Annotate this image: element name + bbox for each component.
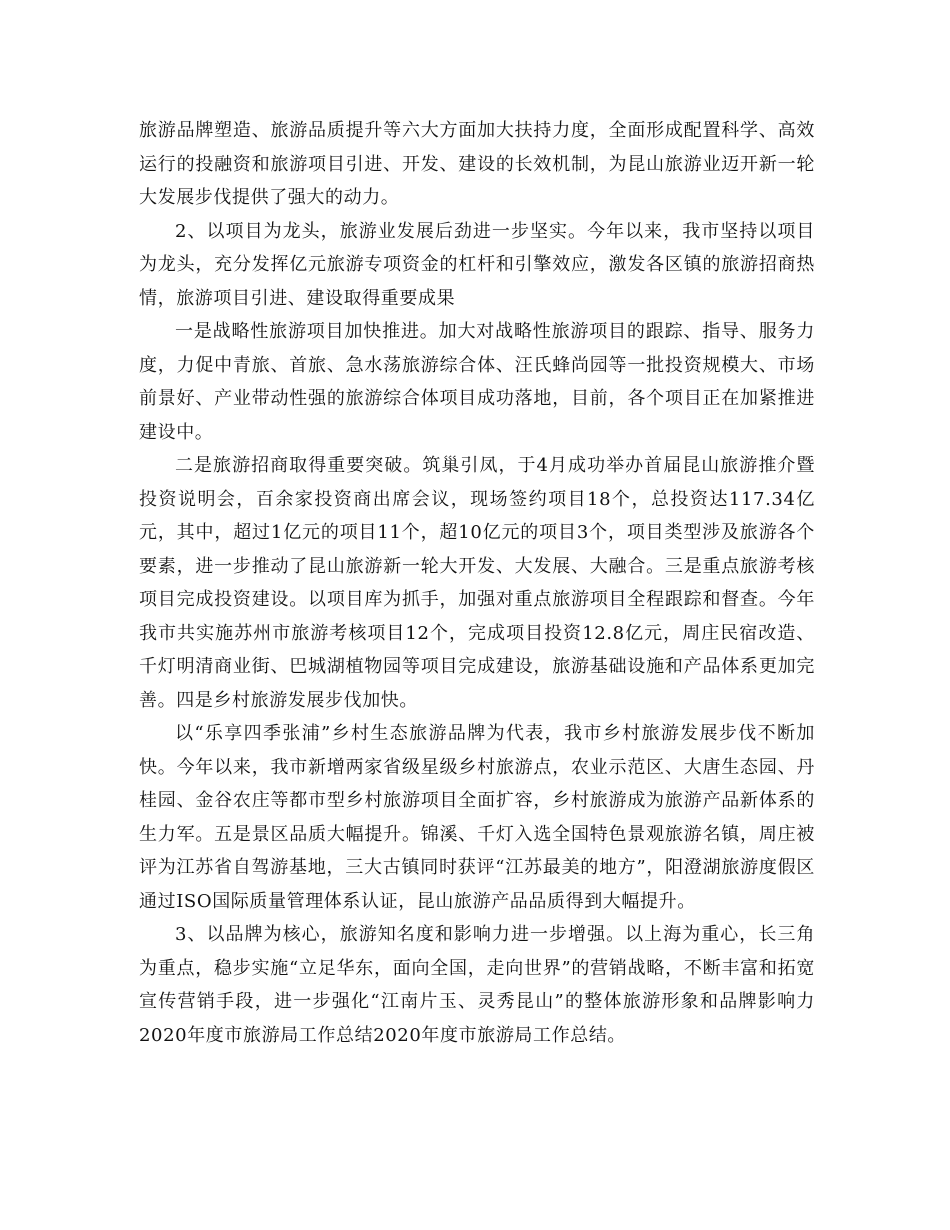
paragraph-project-leader: 2、以项目为龙头，旅游业发展后劲进一步坚实。今年以来，我市坚持以项目为龙头，充分发挥亿元旅游专项资金的杠杆和引擎效应，激发各区镇的旅游招商热情，旅游项目引进、建设取得重要成果 [139, 220, 815, 309]
document-body [139, 114, 815, 1052]
paragraph-rural-tourism: 以“乐享四季张浦”乡村生态旅游品牌为代表，我市乡村旅游发展步伐不断加快。今年以来，我市新增两家省级星级乡村旅游点，农业示范区、大唐生态园、丹桂园、金谷农庄等都市型乡村旅游项目全面扩容，乡村旅游成为旅游产品新体系的生力军。五是景区品质大幅提升。锦溪、千灯入选全国特色景观旅游名镇，周庄被评为江苏省自驾游基地，三大古镇同时获评“江苏最美的地方”，阳澄湖旅游度假区通过ISO国际质量管理体系认证，昆山旅游产品品质得到大幅提升。 [139, 723, 815, 912]
paragraph-strategic-projects: 一是战略性旅游项目加快推进。加大对战略性旅游项目的跟踪、指导、服务力度，力促中青旅、首旅、急水荡旅游综合体、汪氏蜂尚园等一批投资规模大、市场前景好、产业带动性强的旅游综合体项目成功落地，目前，各个项目正在加紧推进建设中。 [139, 321, 815, 443]
paragraph-investment-breakthrough: 二是旅游招商取得重要突破。筑巢引凤，于4月成功举办首届昆山旅游推介暨投资说明会，百余家投资商出席会议，现场签约项目18个，总投资达117.34亿元，其中，超过1亿元的项目11个，超10亿元的项目3个，项目类型涉及旅游各个要素，进一步推动了昆山旅游新一轮大开发、大发展、大融合。三是重点旅游考核项目完成投资建设。以项目库为抓手，加强对重点旅游项目全程跟踪和督查。今年我市共实施苏州市旅游考核项目12个，完成项目投资12.8亿元，周庄民宿改造、千灯明清商业街、巴城湖植物园等项目完成建设，旅游基础设施和产品体系更加完善。四是乡村旅游发展步伐加快。 [139, 455, 815, 711]
paragraph-brand-core: 3、以品牌为核心，旅游知名度和影响力进一步增强。以上海为重心，长三角为重点，稳步实施“立足华东，面向全国，走向世界”的营销战略，不断丰富和拓宽宣传营销手段，进一步强化“江南片玉、灵秀昆山”的整体旅游形象和品牌影响力2020年度市旅游局工作总结2020年度市旅游局工作总结。 [139, 924, 815, 1046]
paragraph-continuation: 旅游品牌塑造、旅游品质提升等六大方面加大扶持力度，全面形成配置科学、高效运行的投融资和旅游项目引进、开发、建设的长效机制，为昆山旅游业迈开新一轮大发展步伐提供了强大的动力。 [139, 120, 815, 208]
